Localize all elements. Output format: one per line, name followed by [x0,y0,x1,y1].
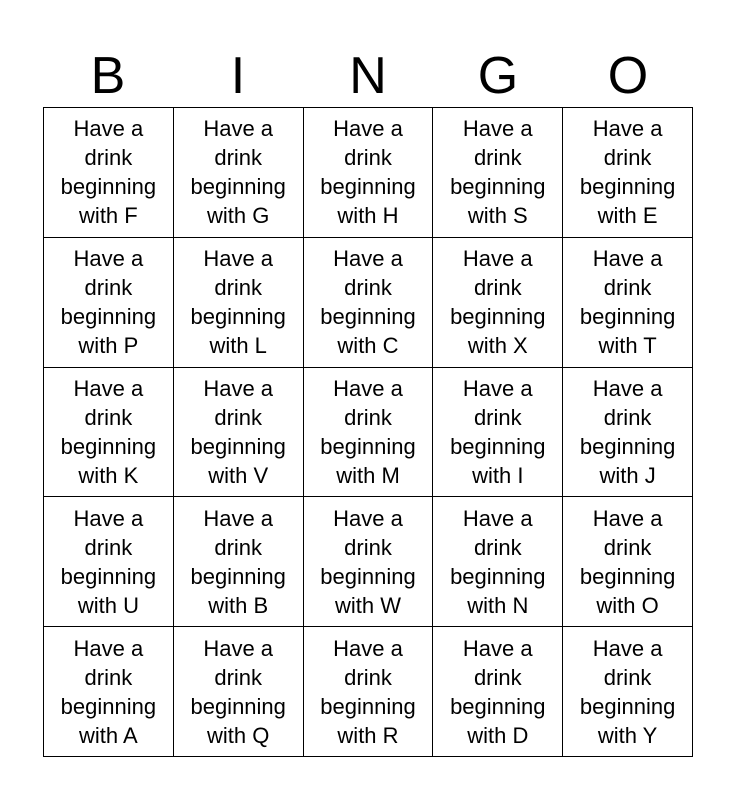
bingo-cell-r4-c2[interactable] [174,497,304,627]
cell-text: Have a drink beginning with B [190,505,286,618]
cell-text: Have a drink beginning with D [450,635,546,748]
cell-text: Have a drink beginning with Y [579,635,676,748]
cell-text: Have a drink beginning with F [60,116,157,229]
cell-text: Have a drink beginning with S [450,116,546,229]
cell-text: Have a drink beginning with U [60,505,157,618]
bingo-header [43,44,693,108]
bingo-cell-r4-c3[interactable] [304,497,434,627]
bingo-cell-r2-c3[interactable] [304,238,434,368]
bingo-cell-r1-c1[interactable] [44,108,174,238]
bingo-cell-r1-c5[interactable] [563,108,693,238]
bingo-cell-r4-c4[interactable] [433,497,563,627]
cell-text: Have a drink beginning with M [320,375,416,488]
cell-text: Have a drink beginning with P [60,246,157,359]
cell-text: Have a drink beginning with X [450,246,546,359]
cell-text: Have a drink beginning with O [579,505,676,618]
cell-text: Have a drink beginning with E [579,116,676,229]
cell-text: Have a drink beginning with Q [190,635,286,748]
bingo-cell-r4-c1[interactable] [44,497,174,627]
bingo-cell-r1-c4[interactable] [433,108,563,238]
header-letter-n: N [349,47,387,105]
bingo-cell-r1-c2[interactable] [174,108,304,238]
header-letter-o: O [607,47,649,105]
bingo-cell-r2-c1[interactable] [44,238,174,368]
bingo-cell-r3-c4[interactable] [433,368,563,498]
bingo-cell-r3-c1[interactable] [44,368,174,498]
header-letter-b: B [90,47,126,105]
cell-text: Have a drink beginning with R [320,635,416,748]
cell-text: Have a drink beginning with V [190,375,286,488]
bingo-cell-r2-c4[interactable] [433,238,563,368]
cell-text: Have a drink beginning with J [579,375,676,488]
bingo-cell-r3-c3[interactable] [304,368,434,498]
header-letter-i: I [230,47,246,105]
bingo-cell-r5-c2[interactable] [174,627,304,757]
header-letter-g: G [477,47,519,105]
cell-text: Have a drink beginning with K [60,375,157,488]
bingo-cell-r2-c2[interactable] [174,238,304,368]
cell-text: Have a drink beginning with G [190,116,286,229]
bingo-cell-r4-c5[interactable] [563,497,693,627]
bingo-cell-r2-c5[interactable] [563,238,693,368]
bingo-cell-r5-c3[interactable] [304,627,434,757]
cell-text: Have a drink beginning with W [320,505,416,618]
bingo-cell-r5-c1[interactable] [44,627,174,757]
bingo-cell-r5-c5[interactable] [563,627,693,757]
cell-text: Have a drink beginning with N [450,505,546,618]
cell-text: Have a drink beginning with I [450,375,546,488]
bingo-card [43,107,693,757]
cell-text: Have a drink beginning with T [579,246,676,359]
cell-text: Have a drink beginning with H [320,116,416,229]
bingo-cell-r5-c4[interactable] [433,627,563,757]
cell-text: Have a drink beginning with A [60,635,157,748]
bingo-cell-r3-c5[interactable] [563,368,693,498]
cell-text: Have a drink beginning with C [320,246,416,359]
cell-text: Have a drink beginning with L [190,246,286,359]
bingo-cell-r1-c3[interactable] [304,108,434,238]
bingo-cell-r3-c2[interactable] [174,368,304,498]
